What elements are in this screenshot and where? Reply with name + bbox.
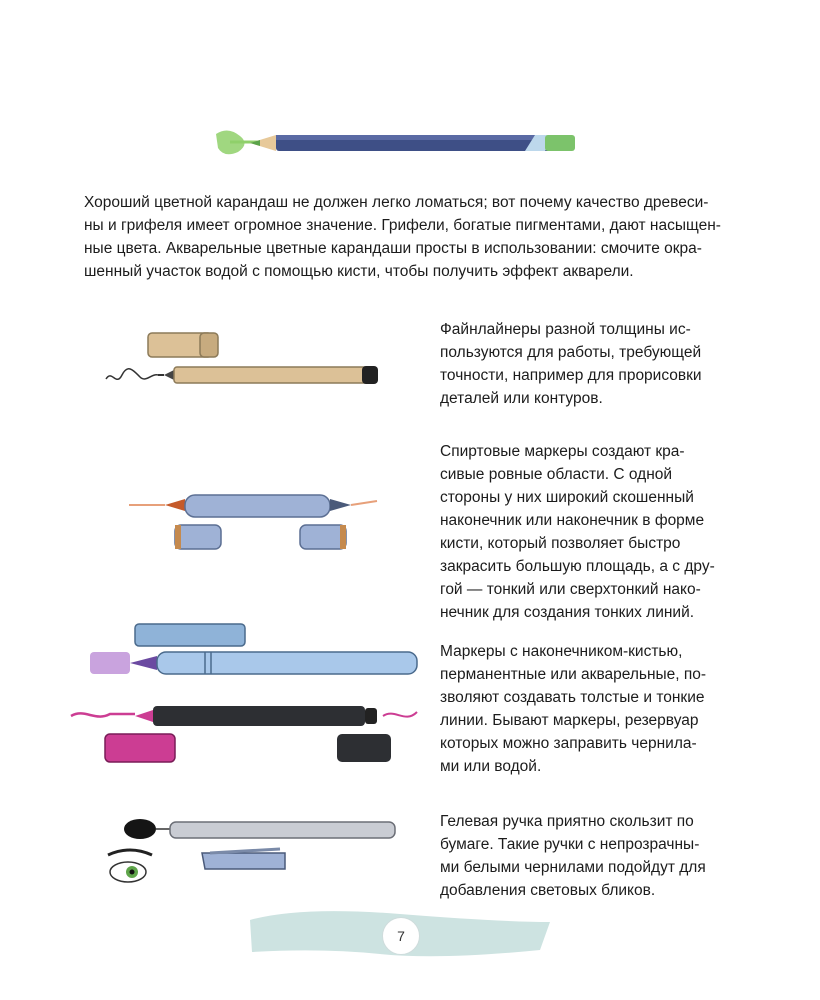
alcohol-marker-illustration bbox=[125, 485, 385, 555]
page-number: 7 bbox=[382, 917, 420, 955]
brush-marker-description: Маркеры с наконечником-кистью, перманентные или акварельные, по- зволяют создавать толстые и тонкие линии. Бывают маркеры, резервуар которых можно заправить чернила- ми или водой. bbox=[440, 643, 707, 775]
intro-paragraph: Хороший цветной карандаш не должен легко ломаться; вот почему качество древеси- ны и грифеля имеет огромное значение. Грифели, богатые пигментами, дают насыщен- ные цвета. Акварельные цветные карандаши просты в использовании: смочите окра- шенный участок водой с помощью кисти, чтобы получить эффект акварели. bbox=[84, 194, 721, 280]
fineliner-illustration bbox=[100, 325, 390, 395]
brush-markers-illustration bbox=[65, 620, 425, 770]
fineliner-description: Файнлайнеры разной толщины ис- пользуются для работы, требующей точности, например для прорисовки деталей или контуров. bbox=[440, 321, 702, 407]
alcohol-marker-description: Спиртовые маркеры создают кра- сивые ровные области. С одной стороны у них широкий скошенный наконечник или наконечник в форме кисти, который позволяет быстро закрасить большую площадь, а с дру- гой — тонкий или сверхтонкий нако- нечник для создания тонких линий. bbox=[440, 443, 715, 621]
gel-pen-description: Гелевая ручка приятно скользит по бумаге. Такие ручки с непрозрачны- ми белыми чернилами подойдут для добавления световых бликов. bbox=[440, 813, 706, 899]
colored-pencil-illustration bbox=[210, 120, 580, 165]
gel-pen-illustration bbox=[100, 815, 400, 895]
